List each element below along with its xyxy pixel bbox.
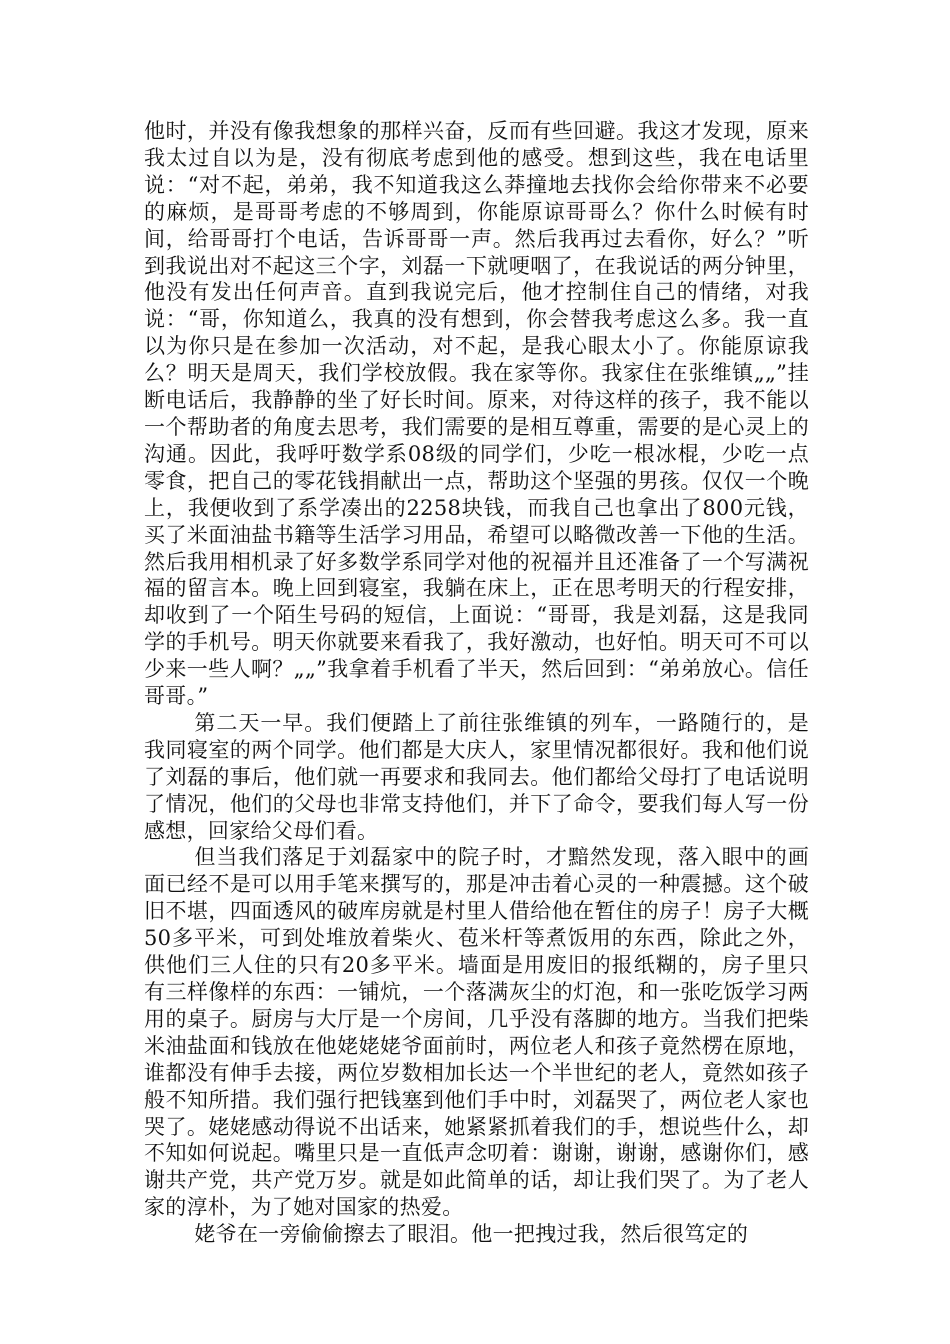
document-page — [144, 118, 809, 1248]
paragraph-4: 姥爷在一旁偷偷擦去了眼泪。他一把拽过我，然后很笃定的 — [194, 1222, 749, 1247]
paragraph-1: 他时，并没有像我想象的那样兴奋，反而有些回避。我这才发现，原来我太过自以为是，没有彻底考虑到他的感受。想到这些，我在电话里说：“对不起，弟弟，我不知道我这么莽撞地去找你会给你带来不必要的麻烦，是哥哥考虑的不够周到，你能原谅哥哥么？你什么时候有时间，给哥哥打个电话，告诉哥哥一声。然后我再过去看你，好么？”听到我说出对不起这三个字，刘磊一下就哽咽了，在我说话的两分钟里，他没有发出任何声音。直到我说完后，他才控制住自己的情绪，对我说：“哥，你知道么，我真的没有想到，你会替我考虑这么多。我一直以为你只是在参加一次活动，对不起，是我心眼太小了。你能原谅我么？明天是周天，我们学校放假。我在家等你。我家住在张维镇„„”挂断电话后，我静静的坐了好长时间。原来，对待这样的孩子，我不能以一个帮助者的角度去思考，我们需要的是相互尊重，需要的是心灵上的沟通。因此，我呼吁数学系08级的同学们，少吃一根冰棍，少吃一点零食，把自己的零花钱捐献出一点，帮助这个坚强的男孩。仅仅一个晚上，我便收到了系学凑出的2258块钱，而我自己也拿出了800元钱，买了米面油盐书籍等生活学习用品，希望可以略微改善一下他的生活。然后我用相机录了好多数学系同学对他的祝福并且还准备了一个写满祝福的留言本。晚上回到寝室，我躺在床上，正在思考明天的行程安排，却收到了一个陌生号码的短信，上面说：“哥哥，我是刘磊，这是我同学的手机号。明天你就要来看我了，我好激动，也好怕。明天可不可以少来一些人啊？„„”我拿着手机看了半天，然后回到：“弟弟放心。信任哥哥。” — [144, 119, 809, 709]
paragraph-2: 第二天一早。我们便踏上了前往张维镇的列车，一路随行的，是我同寝室的两个同学。他们都是大庆人，家里情况都很好。我和他们说了刘磊的事后，他们就一再要求和我同去。他们都给父母打了电话说明了情况，他们的父母也非常支持他们，并下了命令，要我们每人写一份感想，回家给父母们看。 — [144, 710, 809, 843]
paragraph-3: 但当我们落足于刘磊家中的院子时，才黯然发现，落入眼中的画面已经不是可以用手笔来撰写的，那是冲击着心灵的一种震撼。这个破旧不堪，四面透风的破库房就是村里人借给他在暂住的房子！房子大概50多平米，可到处堆放着柴火、苞米杆等煮饭用的东西，除此之外，供他们三人住的只有20多平米。墙面是用废旧的报纸糊的，房子里只有三样像样的东西：一铺炕，一个落满灰尘的灯泡，和一张吃饭学习两用的桌子。厨房与大厅是一个房间，几乎没有落脚的地方。当我们把柴米油盐面和钱放在他姥姥姥爷面前时，两位老人和孩子竟然楞在原地，谁都没有伸手去接，两位岁数相加长达一个半世纪的老人，竟然如孩子般不知所措。我们强行把钱塞到他们手中时，刘磊哭了，两位老人家也哭了。姥姥感动得说不出话来，她紧紧抓着我们的手，想说些什么，却不知如何说起。嘴里只是一直低声念叨着：谢谢，谢谢，感谢你们，感谢共产党，共产党万岁。就是如此简单的话，却让我们哭了。为了老人家的淳朴，为了她对国家的热爱。 — [144, 845, 809, 1220]
